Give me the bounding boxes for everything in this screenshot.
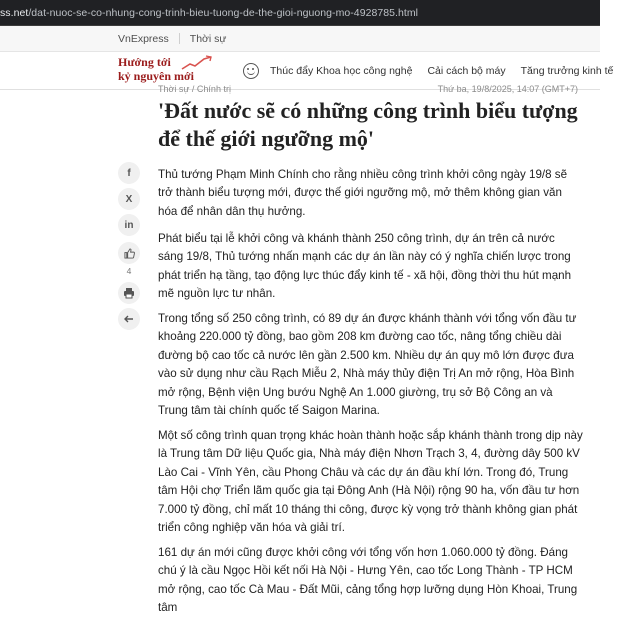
trend-arrow-icon bbox=[180, 55, 214, 71]
url-host: ss.net bbox=[0, 6, 29, 19]
print-button[interactable] bbox=[118, 282, 140, 304]
url-path: /dat-nuoc-se-co-nhung-cong-trinh-bieu-tuong-de-the-gioi-nguong-mo-4928785.html bbox=[28, 6, 419, 19]
article-category[interactable]: Thời sự / Chính trị bbox=[158, 84, 231, 94]
article-title: 'Đất nước sẽ có những công trình biểu tượng để thế giới ngưỡng mộ' bbox=[158, 98, 578, 151]
facebook-icon: f bbox=[127, 167, 131, 179]
browser-address-bar[interactable] bbox=[0, 0, 600, 26]
breadcrumb-divider bbox=[179, 33, 180, 44]
x-icon: X bbox=[125, 193, 133, 205]
topic-logo[interactable] bbox=[118, 55, 228, 87]
logo-line-1: Hướng tới bbox=[118, 55, 171, 69]
back-button[interactable] bbox=[118, 308, 140, 330]
topic-link-growth[interactable]: Tăng trưởng kinh tế bbox=[520, 65, 614, 77]
breadcrumb-section-link[interactable]: Thời sự bbox=[189, 32, 227, 45]
linkedin-share-button[interactable] bbox=[118, 214, 140, 236]
article-paragraph: Trong tổng số 250 công trình, có 89 dự án được khánh thành với tổng vốn đầu tư khoảng 220.000 tỷ đồng, bao gồm 208 km đường cao tốc, nâng tổng chiều dài đường bộ cao tốc cả nước lên gần 2.500 km. Nhiều dự án quy mô lớn được đưa vào sử dụng như cầu Rạch Miễu 2, Nhà máy thủy điện Trị An mở rộng, Hòa Bình mở rộng, Bệnh viện Ung bướu Nghệ An 1.000 giường, trụ sở Bộ Công an và Trung tâm tài chính quốc tế Saigon Marina. bbox=[158, 312, 577, 418]
article-paragraph: Phát biểu tại lễ khởi công và khánh thành 250 công trình, dự án trên cả nước sáng 19/8, Thủ tướng nhấn mạnh các dự án lần này có ý nghĩa chiến lược trong phát triển hạ tầng, tạo động lực thúc đẩy kinh tế - xã hội, đồng thời thu hút mạnh mẽ nguồn lực tư nhân. bbox=[158, 232, 572, 301]
article-paragraph: Một số công trình quan trọng khác hoàn thành hoặc sắp khánh thành trong dịp này là Trung tâm Dữ liệu Quốc gia, Nhà máy điện Nhơn Trạch 3, 4, đường dây 500 kV Lào Cai - Vĩnh Yên, cầu Phong Châu và các dự án đầu khí lớn. Trong đó, Trung tâm Hội chợ Triển lãm quốc gia tại Đông Anh (Hà Nội) rộng 90 ha, vốn đầu tư hơn 7.000 tỷ đồng, chỉ mất 10 tháng thi công, được kỳ vọng trở thành không gian phát triển công nghiệp văn hóa và giải trí. bbox=[158, 429, 583, 535]
logo-line-2: kỷ nguyên mới bbox=[118, 69, 194, 83]
smile-icon[interactable] bbox=[243, 63, 259, 79]
topic-link-science[interactable]: Thúc đẩy Khoa học công nghệ bbox=[270, 65, 413, 77]
arrow-left-icon bbox=[123, 313, 135, 325]
article-meta bbox=[158, 84, 578, 94]
topic-link-reform[interactable]: Cải cách bộ máy bbox=[427, 65, 506, 77]
like-count: 4 bbox=[126, 266, 132, 276]
url-text[interactable] bbox=[0, 7, 418, 19]
article-paragraph: 161 dự án mới cũng được khởi công với tổng vốn hơn 1.060.000 tỷ đồng. Đáng chú ý là cầu Ngọc Hồi kết nối Hà Nội - Hưng Yên, cao tốc Long Thành - TP HCM mở rộng, cao tốc Cà Mau - Đất Mũi, cảng tổng hợp lưỡng dụng Hòn Khoai, Trung tâm bbox=[158, 546, 578, 615]
article-lead: Thủ tướng Phạm Minh Chính cho rằng nhiều công trình khởi công ngày 19/8 sẽ trở thành biểu tượng mới, được thế giới ngưỡng mộ, mở thêm không gian văn hóa để nhân dân thụ hưởng. bbox=[158, 168, 568, 218]
article-date: Thứ ba, 19/8/2025, 14:07 (GMT+7) bbox=[437, 84, 578, 94]
breadcrumb-site-link[interactable]: VnExpress bbox=[118, 32, 169, 45]
printer-icon bbox=[123, 287, 135, 299]
thumbs-up-icon bbox=[124, 248, 135, 259]
facebook-share-button[interactable] bbox=[118, 162, 140, 184]
twitter-share-button[interactable] bbox=[118, 188, 140, 210]
breadcrumb bbox=[0, 26, 600, 52]
like-button[interactable] bbox=[118, 242, 140, 264]
linkedin-icon: in bbox=[124, 219, 134, 231]
